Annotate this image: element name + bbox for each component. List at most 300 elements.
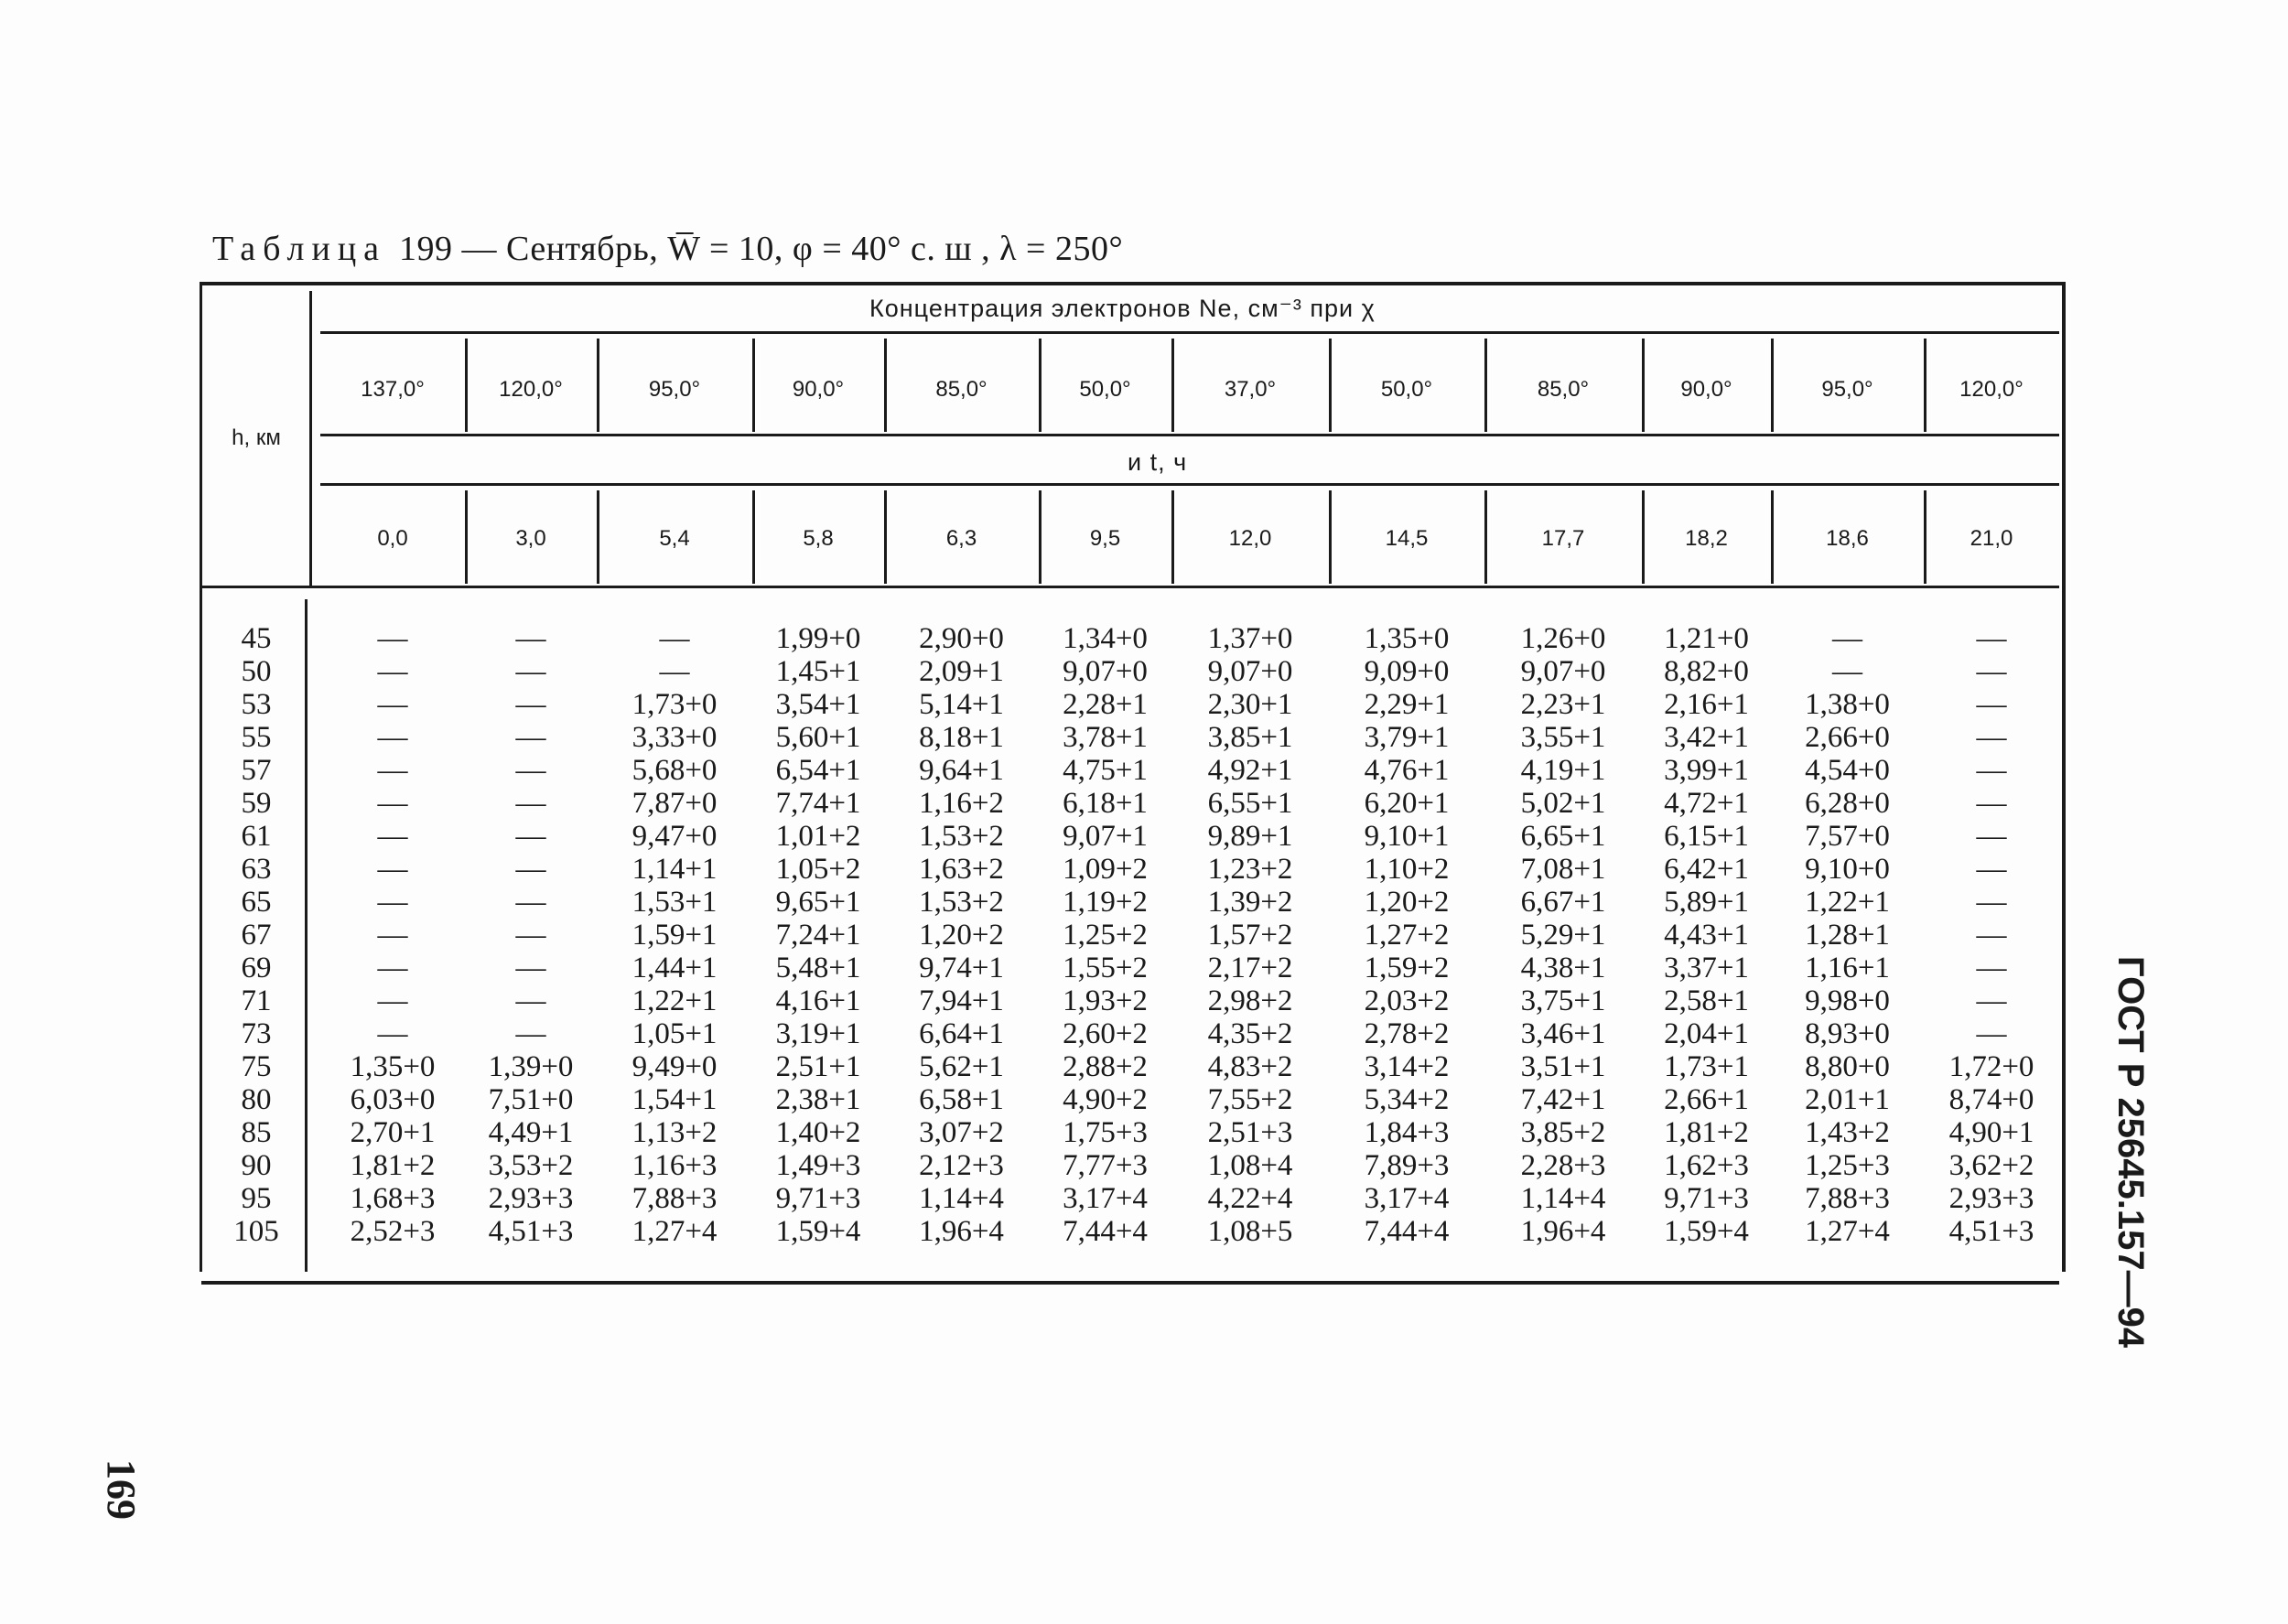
chi-header-cell: 95,0° [648,377,701,402]
table-cell: 2,51+3 [1207,1116,1293,1149]
table-cell: 5,89+1 [1664,886,1749,919]
time-header-cell: 5,8 [803,526,834,551]
table-cell: 5,62+1 [919,1050,1004,1083]
table-cell: 1,84+3 [1364,1116,1450,1149]
height-value: 50 [241,655,272,688]
value-column [1171,622,1329,1248]
table-cell: 1,68+3 [350,1182,436,1215]
table-cell: 9,07+0 [1207,655,1293,688]
table-cell: 1,72+0 [1948,1050,2034,1083]
table-cell: — [1976,1017,2007,1050]
chi-header-cell: 37,0° [1224,377,1277,402]
time-header-cell: 6,3 [945,526,977,551]
body-stub-divider [305,599,308,1272]
table-cell: 6,65+1 [1520,820,1606,853]
table-cell: 1,28+1 [1805,919,1890,952]
table-cell: 6,58+1 [919,1083,1004,1116]
table-cell: 9,71+3 [1664,1182,1749,1215]
table-cell: 1,14+4 [919,1182,1004,1215]
table-cell: 1,05+2 [775,853,861,886]
table-cell: — [377,655,408,688]
height-value: 95 [241,1182,272,1215]
table-cell: — [1976,622,2007,655]
height-value: 73 [241,1017,272,1050]
height-value: 45 [241,622,272,655]
table-cell: 1,20+2 [1364,886,1450,919]
chi-header-cell: 95,0° [1821,377,1873,402]
table-cell: 3,54+1 [775,688,861,721]
table-cell: 2,93+3 [488,1182,574,1215]
value-column [597,622,752,1248]
height-value: 90 [241,1149,272,1182]
table-cell: 7,94+1 [919,984,1004,1017]
table-cell: 1,96+4 [919,1215,1004,1248]
height-value: 61 [241,820,272,853]
table-cell: 4,90+2 [1063,1083,1148,1116]
table-cell: — [659,655,690,688]
value-column [752,622,884,1248]
table-cell: — [1976,952,2007,984]
table-cell: 9,10+0 [1805,853,1890,886]
table-cell: 4,83+2 [1207,1050,1293,1083]
table-cell: 1,39+2 [1207,886,1293,919]
table-cell: 2,60+2 [1063,1017,1148,1050]
height-value: 65 [241,886,272,919]
table-cell: 6,03+0 [350,1083,436,1116]
table-cell: 1,39+0 [488,1050,574,1083]
table-cell: 1,27+2 [1364,919,1450,952]
table-cell: 6,67+1 [1520,886,1606,919]
table-cell: 5,48+1 [775,952,861,984]
table-cell: 1,73+0 [631,688,718,721]
table-cell: 2,70+1 [350,1116,436,1149]
table-cell: 3,78+1 [1063,721,1148,754]
table-cell: — [377,721,408,754]
table-cell: 7,42+1 [1520,1083,1606,1116]
table-cell: 2,58+1 [1664,984,1749,1017]
time-title-underline [320,483,2059,486]
table-cell: 6,64+1 [919,1017,1004,1050]
table-cell: 6,18+1 [1063,787,1148,820]
header-bottom-border [201,586,2059,588]
table-cell: 7,77+3 [1063,1149,1148,1182]
table-cell: 1,96+4 [1520,1215,1606,1248]
table-cell: 9,89+1 [1207,820,1293,853]
table-cell: 1,35+0 [1364,622,1450,655]
table-cell: — [377,886,408,919]
table-cell: 2,16+1 [1664,688,1749,721]
row-label-height: h, км [232,425,281,450]
table-cell: — [1976,919,2007,952]
table-cell: 6,20+1 [1364,787,1450,820]
table-cell: 2,78+2 [1364,1017,1450,1050]
table-cell: 3,53+2 [488,1149,574,1182]
table-cell: 7,55+2 [1207,1083,1293,1116]
table-cell: 1,53+1 [631,886,718,919]
table-cell: 2,17+2 [1207,952,1293,984]
table-cell: — [1976,853,2007,886]
table-cell: 7,24+1 [775,919,861,952]
table-cell: — [1976,787,2007,820]
table-cell: 1,08+4 [1207,1149,1293,1182]
concentration-title-underline [320,331,2059,334]
table-cell: — [1976,886,2007,919]
table-cell: 2,09+1 [919,655,1004,688]
table-cell: 7,87+0 [631,787,718,820]
table-cell: 4,51+3 [1948,1215,2034,1248]
table-cell: 9,74+1 [919,952,1004,984]
chi-header-cell: 90,0° [792,377,845,402]
chi-header-cell: 90,0° [1680,377,1732,402]
table-cell: 3,79+1 [1364,721,1450,754]
table-cell: 1,63+2 [919,853,1004,886]
table-cell: 1,73+1 [1664,1050,1749,1083]
chi-header-cell: 120,0° [1959,377,2024,402]
table-cell: 6,54+1 [775,754,861,787]
table-cell: — [377,984,408,1017]
table-cell: 2,52+3 [350,1215,436,1248]
table-cell: 5,29+1 [1520,919,1606,952]
table-cell: 7,57+0 [1805,820,1890,853]
table-cell: 4,22+4 [1207,1182,1293,1215]
value-column [1771,622,1924,1248]
table-cell: 2,12+3 [919,1149,1004,1182]
time-title: и t, ч [1128,448,1188,476]
table-cell: 1,99+0 [775,622,861,655]
table-cell: 9,64+1 [919,754,1004,787]
table-cell: — [515,952,546,984]
table-cell: — [515,853,546,886]
table-cell: 4,49+1 [488,1116,574,1149]
table-cell: 1,57+2 [1207,919,1293,952]
value-column [1039,622,1171,1248]
table-cell: — [515,1017,546,1050]
table-cell: 1,53+2 [919,820,1004,853]
table-cell: 8,18+1 [919,721,1004,754]
table-cell: 7,44+4 [1364,1215,1450,1248]
table-caption [212,229,1123,269]
chi-header-cell: 85,0° [935,377,988,402]
value-column [1642,622,1771,1248]
chi-header-cell: 85,0° [1537,377,1590,402]
table-cell: 7,74+1 [775,787,861,820]
table-top-border [201,282,2065,285]
table-cell: 4,38+1 [1520,952,1606,984]
table-cell: 1,25+2 [1063,919,1148,952]
table-cell: 1,14+1 [631,853,718,886]
table-cell: 2,03+2 [1364,984,1450,1017]
table-cell: — [377,754,408,787]
time-header-cell: 17,7 [1541,526,1585,551]
table-cell: 4,54+0 [1805,754,1890,787]
table-cell: 5,60+1 [775,721,861,754]
table-cell: 1,16+1 [1805,952,1890,984]
table-cell: 7,88+3 [1805,1182,1890,1215]
table-cell: 1,38+0 [1805,688,1890,721]
table-cell: 3,17+4 [1364,1182,1450,1215]
table-cell: 1,35+0 [350,1050,436,1083]
chi-header-cell: 137,0° [361,377,425,402]
table-cell: 1,14+4 [1520,1182,1606,1215]
chi-header-cell: 50,0° [1079,377,1131,402]
table-cell: 7,88+3 [631,1182,718,1215]
table-cell: 3,99+1 [1664,754,1749,787]
table-cell: 3,85+2 [1520,1116,1606,1149]
table-cell: 1,53+2 [919,886,1004,919]
table-cell: 1,59+1 [631,919,718,952]
table-cell: 1,81+2 [1664,1116,1749,1149]
table-cell: 4,75+1 [1063,754,1148,787]
table-left-border [200,282,202,1272]
table-cell: 2,28+3 [1520,1149,1606,1182]
table-cell: — [1976,688,2007,721]
value-column [1329,622,1484,1248]
table-cell: 2,66+0 [1805,721,1890,754]
table-cell: 9,07+0 [1063,655,1148,688]
table-cell: 1,08+5 [1207,1215,1293,1248]
table-cell: — [515,655,546,688]
table-cell: 9,98+0 [1805,984,1890,1017]
document-side-title: ГОСТ Р 25645.157—94 [2110,956,2151,1349]
caption-word: Таблица [212,230,387,268]
table-cell: 1,25+3 [1805,1149,1890,1182]
table-cell: 6,42+1 [1664,853,1749,886]
table-cell: 1,10+2 [1364,853,1450,886]
table-cell: 9,47+0 [631,820,718,853]
table-cell: 1,27+4 [631,1215,718,1248]
table-cell: 7,51+0 [488,1083,574,1116]
table-cell: 3,07+2 [919,1116,1004,1149]
table-cell: 4,76+1 [1364,754,1450,787]
table-cell: 2,38+1 [775,1083,861,1116]
table-cell: 1,20+2 [919,919,1004,952]
table-cell: 5,14+1 [919,688,1004,721]
table-cell: 9,49+0 [631,1050,718,1083]
table-cell: 5,02+1 [1520,787,1606,820]
table-cell: 2,98+2 [1207,984,1293,1017]
table-cell: 3,37+1 [1664,952,1749,984]
time-header-cell: 12,0 [1228,526,1272,551]
caption-text: 199 — Сентябрь, W̅ = 10, φ = 40° с. ш , λ = 250° [399,230,1124,268]
table-cell: — [515,787,546,820]
table-cell: 1,23+2 [1207,853,1293,886]
concentration-title: Концентрация электронов Ne, см⁻³ при χ [869,295,1376,322]
table-cell: 1,75+3 [1063,1116,1148,1149]
table-cell: — [377,622,408,655]
height-value: 85 [241,1116,272,1149]
table-cell: 4,19+1 [1520,754,1606,787]
table-cell: — [1976,820,2007,853]
height-value: 67 [241,919,272,952]
table-cell: 3,62+2 [1948,1149,2034,1182]
height-value: 105 [233,1215,279,1248]
chi-row-underline [320,434,2059,436]
table-cell: 9,71+3 [775,1182,861,1215]
table-cell: 1,43+2 [1805,1116,1890,1149]
table-cell: 2,30+1 [1207,688,1293,721]
table-cell: — [515,754,546,787]
table-cell: 1,27+4 [1805,1215,1890,1248]
table-cell: 4,92+1 [1207,754,1293,787]
table-cell: 4,43+1 [1664,919,1749,952]
table-cell: — [515,688,546,721]
page-number: 169 [99,1459,144,1520]
height-value: 55 [241,721,272,754]
table-cell: 7,08+1 [1520,853,1606,886]
table-cell: 2,01+1 [1805,1083,1890,1116]
table-cell: 3,14+2 [1364,1050,1450,1083]
table-cell: 1,93+2 [1063,984,1148,1017]
height-value: 69 [241,952,272,984]
table-cell: 1,81+2 [350,1149,436,1182]
table-cell: — [377,688,408,721]
table-cell: 1,16+3 [631,1149,718,1182]
table-cell: 6,15+1 [1664,820,1749,853]
height-value: 59 [241,787,272,820]
chi-header-cell: 50,0° [1380,377,1433,402]
table-cell: 1,16+2 [919,787,1004,820]
table-cell: 4,72+1 [1664,787,1749,820]
table-cell: 5,68+0 [631,754,718,787]
table-cell: 7,89+3 [1364,1149,1450,1182]
table-cell: 1,26+0 [1520,622,1606,655]
table-cell: — [1976,721,2007,754]
table-cell: — [515,622,546,655]
table-cell: 9,10+1 [1364,820,1450,853]
table-cell: 2,23+1 [1520,688,1606,721]
table-cell: 2,51+1 [775,1050,861,1083]
table-cell: 1,59+4 [775,1215,861,1248]
table-cell: 2,88+2 [1063,1050,1148,1083]
table-cell: 1,01+2 [775,820,861,853]
table-cell: — [377,919,408,952]
table-cell: 3,33+0 [631,721,718,754]
time-header-cell: 0,0 [377,526,408,551]
table-cell: 1,54+1 [631,1083,718,1116]
height-value: 75 [241,1050,272,1083]
time-header-cell: 18,6 [1826,526,1869,551]
table-cell: 1,59+2 [1364,952,1450,984]
table-cell: — [515,984,546,1017]
table-cell: 8,93+0 [1805,1017,1890,1050]
table-cell: 1,55+2 [1063,952,1148,984]
value-column [1924,622,2059,1248]
table-cell: — [377,952,408,984]
table-cell: 3,55+1 [1520,721,1606,754]
table-cell: 5,34+2 [1364,1083,1450,1116]
table-cell: 2,29+1 [1364,688,1450,721]
table-cell: 8,82+0 [1664,655,1749,688]
table-cell: 2,90+0 [919,622,1004,655]
table-cell: — [377,1017,408,1050]
value-column [1484,622,1642,1248]
table-cell: — [515,820,546,853]
table-bottom-border [201,1281,2059,1285]
height-value: 80 [241,1083,272,1116]
table-cell: 9,65+1 [775,886,861,919]
table-cell: — [1832,655,1862,688]
table-cell: 3,42+1 [1664,721,1749,754]
table-cell: — [1832,622,1862,655]
time-header-cell: 5,4 [659,526,690,551]
table-cell: 3,75+1 [1520,984,1606,1017]
table-cell: 4,35+2 [1207,1017,1293,1050]
table-cell: 8,80+0 [1805,1050,1890,1083]
time-header-cell: 14,5 [1385,526,1429,551]
table-cell: 2,66+1 [1664,1083,1749,1116]
height-value: 53 [241,688,272,721]
table-cell: 1,37+0 [1207,622,1293,655]
table-cell: 6,28+0 [1805,787,1890,820]
value-column [320,622,465,1248]
value-column [884,622,1039,1248]
table-cell: 1,19+2 [1063,886,1148,919]
table-cell: 9,09+0 [1364,655,1450,688]
time-header-cell: 3,0 [515,526,546,551]
table-cell: 6,55+1 [1207,787,1293,820]
table-right-border [2062,282,2066,1272]
chi-header-cell: 120,0° [499,377,563,402]
table-cell: 1,49+3 [775,1149,861,1182]
table-cell: — [377,853,408,886]
table-cell: 2,04+1 [1664,1017,1749,1050]
height-value: 71 [241,984,272,1017]
table-cell: 4,51+3 [488,1215,574,1248]
time-header-cell: 21,0 [1970,526,2013,551]
time-header-cell: 18,2 [1685,526,1728,551]
table-cell: 3,17+4 [1063,1182,1148,1215]
table-cell: — [659,622,690,655]
table-cell: 9,07+0 [1520,655,1606,688]
table-cell: 3,85+1 [1207,721,1293,754]
table-cell: 1,09+2 [1063,853,1148,886]
table-cell: 1,05+1 [631,1017,718,1050]
table-cell: 4,16+1 [775,984,861,1017]
table-cell: — [515,886,546,919]
table-cell: — [377,820,408,853]
table-cell: 1,22+1 [1805,886,1890,919]
table-cell: 1,34+0 [1063,622,1148,655]
table-cell: — [1976,984,2007,1017]
table-cell: 7,44+4 [1063,1215,1148,1248]
height-value: 57 [241,754,272,787]
table-cell: 1,59+4 [1664,1215,1749,1248]
table-cell: 8,74+0 [1948,1083,2034,1116]
table-cell: — [1976,655,2007,688]
table-cell: 3,19+1 [775,1017,861,1050]
table-cell: — [377,787,408,820]
height-value: 63 [241,853,272,886]
time-header-cell: 9,5 [1089,526,1121,551]
table-cell: — [515,721,546,754]
table-cell: 2,93+3 [1948,1182,2034,1215]
table-cell: 3,51+1 [1520,1050,1606,1083]
table-cell: 1,13+2 [631,1116,718,1149]
table-cell: 1,21+0 [1664,622,1749,655]
header-stub-divider [309,291,312,586]
table-cell: 3,46+1 [1520,1017,1606,1050]
value-column [465,622,597,1248]
table-cell: 1,44+1 [631,952,718,984]
table-cell: — [515,919,546,952]
height-column [220,622,293,1248]
table-cell: 9,07+1 [1063,820,1148,853]
table-cell: 4,90+1 [1948,1116,2034,1149]
table-cell: 1,22+1 [631,984,718,1017]
table-cell: 1,40+2 [775,1116,861,1149]
table-cell: 1,45+1 [775,655,861,688]
table-cell: 2,28+1 [1063,688,1148,721]
